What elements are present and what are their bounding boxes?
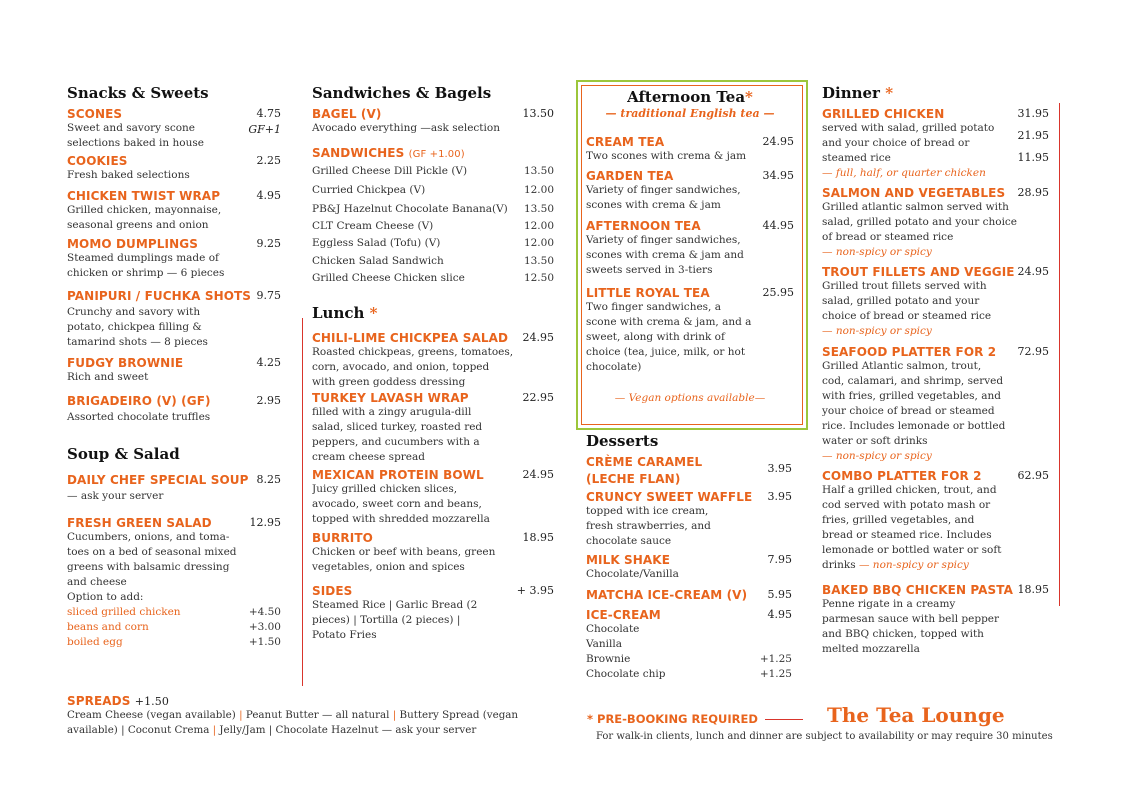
item-name: MOMO DUMPLINGS — [67, 237, 198, 251]
tea-subtitle: — traditional English tea — — [605, 107, 775, 120]
menu-item-trout — [822, 265, 1049, 339]
section-title-afternoon-tea: Afternoon Tea* — [627, 88, 753, 106]
item-price: 4.95 — [256, 189, 281, 202]
item-note: — non-spicy or spicy — [858, 559, 969, 571]
item-name: AFTERNOON TEA — [586, 219, 701, 233]
item-desc: Two scones with crema & jam — [586, 150, 747, 162]
item-price: 4.25 — [256, 356, 281, 369]
right-edge-line — [1059, 103, 1060, 606]
item-price: 3.95 — [767, 490, 792, 503]
vegan-note: — Vegan options available— — [614, 392, 766, 404]
prebooking-note: * PRE-BOOKING REQUIRED — [587, 712, 758, 726]
item-desc: Grilled atlantic salmon served with salad, grilled potato and your choice of bread or steamed rice — [822, 201, 1018, 243]
item-desc: served with salad, grilled potato and your choice of bread or steamed rice — [822, 122, 995, 164]
menu-item-turkey-wrap — [312, 391, 554, 465]
column-dinner — [822, 84, 1049, 657]
item-name: CRÈME CARAMEL (LECHE FLAN) — [586, 455, 703, 486]
menu-item-burrito — [312, 531, 554, 575]
menu-item-creme-caramel — [586, 454, 792, 488]
section-title-snacks: Snacks & Sweets — [67, 84, 209, 102]
item-desc: Grilled Atlantic salmon, trout, cod, calamari, and shrimp, served with fries, grilled vegetables, and your choice of bread or steamed rice. Includes lemonade or bottled water or soft drinks — [822, 360, 1006, 447]
menu-item-milk-shake — [586, 553, 792, 582]
section-title-dinner: Dinner * — [822, 84, 894, 102]
menu-item-little-royal-tea — [586, 286, 794, 375]
item-desc: Steamed dumplings made of chicken or shrimp — 6 pieces — [67, 252, 225, 279]
item-name: CHILI-LIME CHICKPEA SALAD — [312, 331, 509, 345]
item-price: + 3.95 — [516, 584, 554, 597]
item-price: 2.95 — [256, 394, 281, 407]
section-title-desserts: Desserts — [586, 432, 659, 450]
ice-cream-row: Chocolate — [586, 623, 640, 635]
sandwich-row: Chicken Salad Sandwich 13.50 — [312, 255, 554, 267]
menu-item-salad — [67, 516, 281, 650]
item-desc: Variety of finger sandwiches, scones with crema & jam and sweets served in 3-tiers — [586, 234, 744, 276]
item-price: 25.95 — [762, 286, 794, 299]
sandwich-row: Grilled Cheese Dill Pickle (V) 13.50 — [312, 165, 554, 177]
item-price: 2.25 — [256, 154, 281, 167]
item-note: — non-spicy or spicy — [822, 450, 932, 462]
item-price: 18.95 — [1017, 583, 1049, 596]
menu-item-waffle — [586, 490, 792, 549]
column-desserts — [586, 432, 792, 682]
menu-item-mexican-bowl — [312, 468, 554, 526]
sandwich-row: Eggless Salad (Tofu) (V) 12.00 — [312, 237, 554, 249]
item-desc: Crunchy and savory with potato, chickpea filling & tamarind shots — 8 pieces — [67, 306, 208, 348]
menu-item-ice-cream — [586, 608, 792, 682]
menu-item-salmon — [822, 186, 1049, 260]
menu-item-chicken-wrap — [67, 189, 281, 233]
sandwich-row: Grilled Cheese Chicken slice 12.50 — [312, 272, 554, 284]
lounge-title: The Tea Lounge — [827, 703, 1005, 727]
item-name: SPREADS +1.50 — [67, 694, 169, 708]
item-name: COOKIES — [67, 154, 128, 168]
item-desc: Steamed Rice | Garlic Bread (2 pieces) | Tortilla (2 pieces) | Potato Fries — [312, 599, 478, 641]
menu-item-momo — [67, 237, 281, 281]
item-name: GARDEN TEA — [586, 169, 674, 183]
item-price: 13.50 — [522, 107, 554, 120]
item-name: COMBO PLATTER FOR 2 — [822, 469, 982, 483]
ice-cream-row: Vanilla — [586, 638, 622, 650]
item-name: LITTLE ROYAL TEA — [586, 286, 710, 300]
item-note: — full, half, or quarter chicken — [822, 167, 986, 179]
menu-item-cream-tea — [586, 135, 794, 164]
item-price: 8.25 — [256, 473, 281, 486]
item-price: 12.95 — [249, 516, 281, 529]
item-name: FUDGY BROWNIE — [67, 356, 184, 370]
menu-item-cookies — [67, 154, 281, 183]
item-desc: Grilled trout fillets served with salad, grilled potato and your choice of bread or steamed rice — [822, 280, 992, 322]
item-price: 62.95 — [1017, 469, 1049, 482]
item-name: SEAFOOD PLATTER FOR 2 — [822, 345, 997, 359]
item-price: 9.25 — [256, 237, 281, 250]
item-desc: Chicken or beef with beans, green vegetables, onion and spices — [312, 546, 496, 573]
item-name: SANDWICHES (GF +1.00) — [312, 146, 465, 160]
item-name: BAKED BBQ CHICKEN PASTA — [822, 583, 1014, 597]
item-note: — non-spicy or spicy — [822, 246, 932, 258]
item-price: 28.95 — [1017, 186, 1049, 199]
item-price: 22.95 — [522, 391, 554, 404]
addon-row: sliced grilled chicken +4.50 — [67, 606, 281, 618]
item-name: CRUNCY SWEET WAFFLE — [586, 490, 753, 504]
menu-item-scones — [67, 107, 281, 151]
item-desc: — ask your server — [67, 490, 164, 502]
item-price: 44.95 — [762, 219, 794, 232]
menu-item-bagel — [312, 107, 554, 136]
menu-item-brigadeiro — [67, 394, 281, 425]
item-price: 5.95 — [767, 588, 792, 601]
item-desc: Grilled chicken, mayonnaise, seasonal greens and onion — [67, 204, 222, 231]
sandwich-row: PB&J Hazelnut Chocolate Banana(V) 13.50 — [312, 203, 554, 215]
item-desc: Two finger sandwiches, a scone with crema & jam, and a sweet, along with drink of choice (tea, juice, milk, or hot chocolate) — [586, 301, 752, 373]
section-title-lunch: Lunch * — [312, 304, 378, 322]
item-price: 24.95 — [762, 135, 794, 148]
section-title-soup-salad: Soup & Salad — [67, 445, 180, 463]
column-afternoon-tea — [586, 88, 794, 406]
sandwich-row: Curried Chickpea (V) 12.00 — [312, 184, 554, 196]
menu-item-seafood-platter — [822, 345, 1049, 464]
item-desc: filled with a zingy arugula-dill salad, sliced turkey, roasted red peppers, and cucumbers with a cream cheese spread — [312, 406, 483, 463]
item-desc: Juicy grilled chicken slices, avocado, sweet corn and beans, topped with shredded mozzarella — [312, 483, 490, 525]
item-name: MEXICAN PROTEIN BOWL — [312, 468, 484, 482]
item-desc: Cream Cheese (vegan available) | Peanut Butter — all natural | Buttery Spread (vegan available) | Coconut Crema | Jelly/Jam | Chocolate Hazelnut — ask your server — [67, 709, 519, 736]
item-price: 7.95 — [767, 553, 792, 566]
item-price-half: 21.95 — [1017, 129, 1049, 142]
item-name: CHICKEN TWIST WRAP — [67, 189, 221, 203]
column-sandwiches-lunch — [312, 84, 554, 643]
item-name: CREAM TEA — [586, 135, 665, 149]
menu-item-soup — [67, 473, 281, 504]
menu-item-brownie — [67, 356, 281, 385]
item-name: PANIPURI / FUCHKA SHOTS — [67, 289, 252, 303]
item-name: BURRITO — [312, 531, 373, 545]
item-name: ICE-CREAM — [586, 608, 661, 622]
menu-item-combo-platter — [822, 469, 1049, 573]
menu-item-chili-lime — [312, 331, 554, 390]
item-price: 34.95 — [762, 169, 794, 182]
item-price-quarter: 11.95 — [1017, 151, 1049, 164]
item-desc: Assorted chocolate truffles — [67, 411, 211, 423]
menu-item-matcha — [586, 588, 792, 602]
menu-item-spreads — [67, 694, 537, 738]
addon-row: beans and corn +3.00 — [67, 621, 281, 633]
item-desc: Cucumbers, onions, and toma- toes on a bed of seasonal mixed greens with balsamic dressing and cheese Option to add: — [67, 531, 237, 603]
addon-row: boiled egg +1.50 — [67, 636, 281, 648]
ice-cream-row: Chocolate chip +1.25 — [586, 668, 792, 680]
menu-item-afternoon-tea — [586, 219, 794, 278]
section-title-sandwiches: Sandwiches & Bagels — [312, 84, 492, 102]
divider-line — [302, 318, 303, 686]
item-price-full: 31.95 — [1017, 107, 1049, 120]
menu-item-garden-tea — [586, 169, 794, 213]
menu-item-sides — [312, 584, 554, 643]
item-note: — non-spicy or spicy — [822, 325, 932, 337]
item-name: GRILLED CHICKEN — [822, 107, 945, 121]
item-name: FRESH GREEN SALAD — [67, 516, 212, 530]
item-desc: Avocado everything —ask selection — [312, 122, 500, 134]
item-desc: Rich and sweet — [67, 371, 149, 383]
item-desc: Sweet and savory scone selections baked in house — [67, 122, 204, 149]
item-desc: Chocolate/Vanilla — [586, 568, 679, 580]
item-name: DAILY CHEF SPECIAL SOUP — [67, 473, 249, 487]
item-price: 24.95 — [1017, 265, 1049, 278]
item-price: 24.95 — [522, 331, 554, 344]
sandwich-row: CLT Cream Cheese (V) 12.00 — [312, 220, 554, 232]
item-desc: Penne rigate in a creamy parmesan sauce with bell pepper and BBQ chicken, topped with melted mozzarella — [822, 598, 1000, 655]
item-name: TROUT FILLETS AND VEGGIE — [822, 265, 1015, 279]
item-price: 24.95 — [522, 468, 554, 481]
ice-cream-row: Brownie +1.25 — [586, 653, 792, 665]
item-desc: Half a grilled chicken, trout, and cod served with potato mash or fries, grilled vegetables, and bread or steamed rice. Includes lemonade or bottled water or soft drinks — non-spicy or spicy — [822, 484, 1002, 571]
item-price: 4.95 — [767, 608, 792, 621]
item-name: BAGEL (V) — [312, 107, 382, 121]
prebooking-line — [765, 719, 803, 720]
item-price: 4.75 — [256, 107, 281, 120]
item-desc: Variety of finger sandwiches, scones with crema & jam — [586, 184, 741, 211]
item-price: 9.75 — [256, 289, 281, 302]
item-name: TURKEY LAVASH WRAP — [312, 391, 469, 405]
item-name: BRIGADEIRO (V) (GF) — [67, 394, 211, 408]
item-name: SIDES — [312, 584, 353, 598]
walk-in-note: For walk-in clients, lunch and dinner are subject to availability or may require 30 minutes — [596, 731, 1053, 742]
item-name: MILK SHAKE — [586, 553, 670, 567]
column-snacks-soup — [67, 84, 281, 650]
item-name: MATCHA ICE-CREAM (V) — [586, 588, 748, 602]
item-desc: Roasted chickpeas, greens, tomatoes, corn, avocado, and onion, topped with green goddess dressing — [312, 346, 514, 388]
item-desc: Fresh baked selections — [67, 169, 190, 181]
item-desc: topped with ice cream, fresh strawberries, and chocolate sauce — [586, 505, 711, 547]
item-name: SCONES — [67, 107, 123, 121]
menu-item-bbq-pasta — [822, 583, 1049, 657]
item-price-gf: GF+1 — [248, 123, 281, 136]
menu-item-panipuri — [67, 289, 281, 350]
item-price: 3.95 — [767, 462, 792, 475]
item-name: SALMON AND VEGETABLES — [822, 186, 1006, 200]
item-price: 72.95 — [1017, 345, 1049, 358]
menu-item-sandwiches — [312, 146, 554, 286]
item-price: 18.95 — [522, 531, 554, 544]
menu-item-grilled-chicken — [822, 107, 1049, 181]
